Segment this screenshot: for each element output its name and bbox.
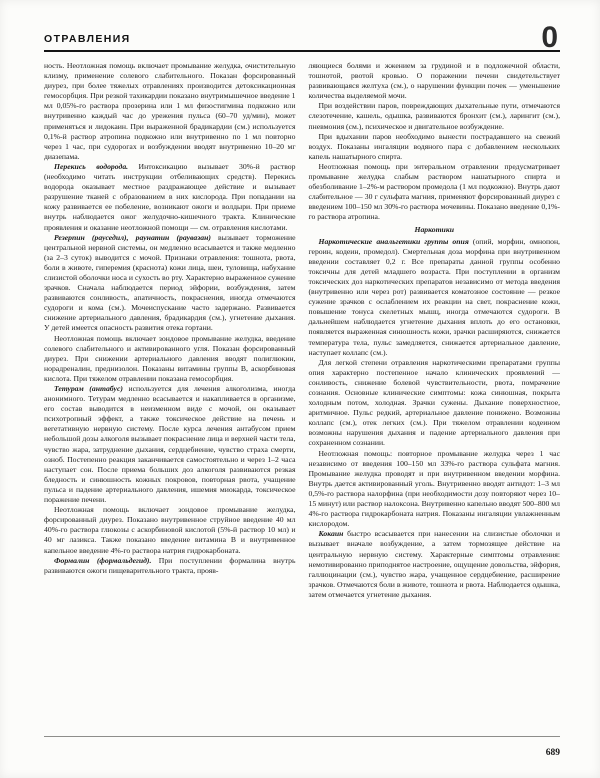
text-columns [44,61,560,732]
page-header [44,21,560,54]
term-lead: Тетурам (антабус) [54,384,129,393]
paragraph: Для легкой степени отравления наркотическими препаратами группы опия характерно постепенное начало клинических проявлений — сонливость, снижение болевой чувствительности, рвота, помрачение сознания. Основные клинические симптомы: кожа синюшная, покрыта холодным потом, холодная. Зрачки сужены. Дыхание поверхностное, аритмичное. Пульс редкий, артериальное давление понижено. Возможны коллапс (см.), отек легких (см.). При тяжелом отравлении кодеином возможны нарушения дыхания и падение артериального давления при сохраненном сознании. [308,357,560,448]
page-number: 689 [545,748,560,758]
paragraph: Наркотические анальгетики группы опия (опий, морфин, омнопон, героин, кодеин, промедол). Смертельная доза морфина при внутривенном введении составляет 0,2 г. Все препараты данной группы особенно токсичны для детей младшего возраста. При поступлении в организм токсических доз наркотических препаратов независимо от метода введения (внутривенно или через рот) развивается коматозное состояние — резкое сужение зрачков с ослаблением их реакции на свет, покраснение кожи, повышение тонуса скелетных мышц, иногда отмечаются судороги. В дальнейшем наблюдается угнетение дыхания вплоть до его остановки, появляется выраженная синюшность кожи, зрачки расширяются, снижается температура тела, пульс замедляется, снижается артериальное давление, наступает коллапс (см.). [308,236,560,357]
chapter-mark: 0 [541,21,558,54]
term-lead: Перекись водорода. [54,161,139,171]
section-title: ОТРАВЛЕНИЯ [44,33,131,45]
paragraph: Тетурам (антабус) используется для лечения алкоголизма, иногда анонимного. Тетурам медленно всасывается и накапливается в организме, его состав выводится в неизменном виде с мочой, он оказывает психотропный эффект, а также токсическое действие на печень и вегетативную нервную систему. После курса лечения антабусом прием небольшой дозы алкоголя вызывает покраснение лица и верхней части тела, чувство жара, затруднение дыхания, сердцебиение, чувство страха смерти, озноб. Постепенно реакция заканчивается самостоятельно и через 1–2 часа наступает сон. После приема больших доз алкоголя развиваются резкая бледность и синюшность кожных покровов, повторная рвота, учащение пульса и падение артериального давления, ишемия миокарда, токсическое поражение печени. [44,384,296,505]
paragraph: Перекись водорода. Интоксикацию вызывает 30%-й раствор (необходимо читать инструкции отбеливающих средств). Перекись водорода оказывает местное раздражающее действие и вызывает разрушение тканей с образованием в них кислорода. При попадании на кожу развивается ее побеление, возникают ожоги и волдыри. При приеме внутрь наблюдается ожог желудочно-кишечного тракта. Клинические проявления и оказание неотложной помощи — см. отравления кислотами. [44,161,296,232]
paragraph: Неотложная помощь включает зондовое промывание желудка, введение солевого слабительного и активированного угля. Показан форсированный диурез. При снижении артериального давления вводят полиглюкин, норадреналин, преднизолон. Показаны витамины группы В, аскорбиновая кислота. При тяжелом отравлении показана гемосорбция. [44,333,296,383]
term-lead: Наркотические анальгетики группы опия [318,236,473,246]
term-lead: Кокаин [318,529,348,539]
paragraph: Неотложная помощь при энтеральном отравлении предусматривает промывание желудка слабым раствором нашатырного спирта и обезболивание 1–2%-м раствором промедола (1 мл подкожно). Внутрь дают слабительное — 30 г сульфата магния, применяют форсированный диурез с введением 100–150 мл 30%-го раствора мочевины. Показано введение 0,1%-го раствора атропина. [308,161,560,222]
term-lead: Формалин (формальдегид). [54,555,159,565]
section-heading: Наркотики [414,224,455,234]
paragraph: Кокаин быстро всасывается при нанесении на слизистые оболочки и вызывает вначале возбуждение, а затем тормозящее действие на центральную нервную систему. Характерные симптомы отравления: немотивированно приподнятое настроение, ощущение довольства, эйфория, галлюцинации (см.), чувство жара, учащенное сердцебиение, расширение зрачков. Отмечаются боли в животе, тошнота и рвота. Наблюдается одышка, затем отмечается угнетение дыхания. [308,529,560,599]
term-lead: Резерпин (рауседил), раунатин (раувазан) [54,232,219,242]
paragraph: При воздействии паров, повреждающих дыхательные пути, отмечаются слезотечение, кашель, одышка, развиваются бронхит (см.), ларингит (см.), пневмония (см.), психическое и двигательное возбуждение. [308,101,560,131]
paragraph: ность. Неотложная помощь включает промывание желудка, очистительную клизму, применение солевого слабительного. Показан форсированный диурез, при более тяжелых отравлениях производится детоксикационная гемосорбция. При резкой тахикардии показано внутримышечное введение 1 мл 0,05%-го раствора прозерина или 1 мл физостигмина подкожно или внутривенно каждый час до урежения пульса (60–70 уд/мин), может применяться и лидокаин. При выраженной брадикардии (см.) используется 0,1%-й раствор атропина подкожно или внутривенно по 1 мл повторно через 1 час, при судорогах и возбуждении вводят внутривенно 10–20 мг диазепама. [44,61,296,161]
header-rule [44,50,560,52]
paragraph: Неотложная помощь включает зондовое промывание желудка, форсированный диурез. Показано внутривенное струйное введение 40 мл 40%-го раствора глюкозы с аскорбиновой кислотой (5%-й раствор 10 мл) и 40 мг лазикса. Также показано введение витамина В и внутривенное капельное введение 4%-го раствора натрия гидрокарбоната. [44,505,296,555]
paragraph: При вдыхании паров необходимо вынести пострадавшего на свежий воздух. Показаны ингаляции водяного пара с добавлением нескольких капель нашатырного спирта. [308,131,560,161]
paragraph: ляющиеся болями и жжением за грудиной и в подложечной области, тошнотой, рвотой кровью. О поражении печени свидетельствует развивающаяся желтуха (см.), о нарушении функции почек — уменьшение количества выделяемой мочи. [308,61,560,101]
paragraph: Резерпин (рауседил), раунатин (раувазан) вызывает торможение центральной нервной системы, он медленно всасывается и также медленно (за 2–3 суток) выводится с мочой. Признаки отравления: тошнота, рвота, боли в животе, гиперемия (краснота) кожи лица, шеи, туловища, набухание слизистой оболочки носа и сухость во рту. Характерно выраженное сужение зрачков. Сначала наблюдается период эйфории, возбуждения, затем развиваются сонливость, апатичность, покраснения, иногда отмечаются судороги и кома (см.). Мочеиспускание часто задержано. Развивается снижение артериального давления, брадикардия (см.), угнетение дыхания. У детей имеется опасность развития отека гортани. [44,232,296,333]
page-footer [44,736,560,760]
column-right [309,61,561,732]
column-left [44,61,296,732]
paragraph: Неотложная помощь: повторное промывание желудка через 1 час независимо от введения 100–150 мл 33%-го раствора сульфата магния. Промывание желудка проводят и при внутривенном введении морфина. Внутрь дается активированный уголь. Внутривенно вводят антидот: 1–3 мл 0,5%-го раствора налорфина (при необходимости дозу повторяют через 10–15 минут) или раствор налоксона. Внутривенно капельно вводят 500–800 мл 4%-го раствора гидрокарбоната натрия. Показаны ингаляции увлажненным кислородом. [308,448,560,529]
paragraph: Формалин (формальдегид). При поступлении формалина внутрь развиваются ожоги пищеварительного тракта, прояв- [44,555,296,575]
